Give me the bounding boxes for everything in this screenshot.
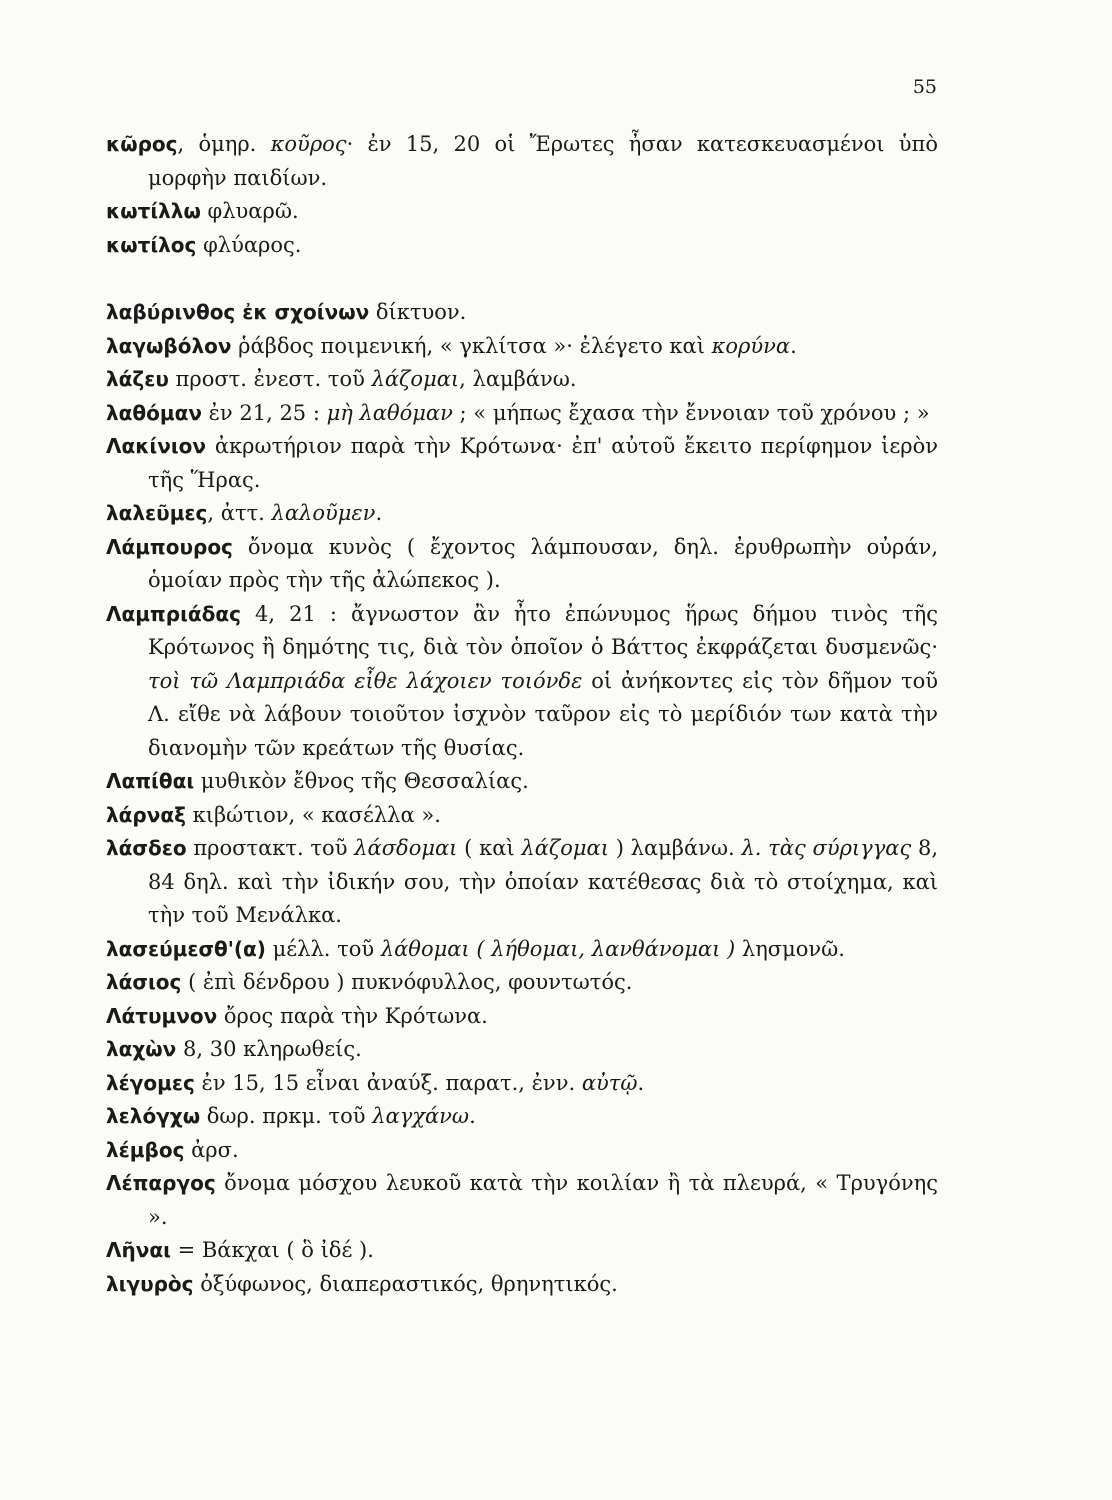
entry-text: ὄνομα μόσχου λευκοῦ κατὰ τὴν κοιλίαν ἢ τὰ πλευρά, « Τρυγόνης ». (148, 1171, 938, 1229)
entry-italic-text: κοῦρος (270, 132, 347, 156)
entry-headword: κωτίλλω (106, 199, 201, 223)
entry-headword: λέμβος (106, 1137, 185, 1162)
glossary-entry (106, 430, 938, 497)
entry-italic-text: λάζομαι (371, 367, 460, 391)
entry-headword: λαθόμαν (106, 400, 202, 425)
entry-text: φλύαρος. (203, 232, 302, 257)
entry-text: ἐν 15, 15 εἶναι ἀναύξ. παρατ., ἐνν. (201, 1070, 582, 1095)
glossary-entry (106, 832, 938, 933)
glossary-entry (106, 397, 938, 431)
entry-text: λησμονῶ. (735, 936, 845, 961)
entry-headword: λελόγχω (106, 1104, 201, 1128)
entry-text: ῥάβδος ποιμενική, « γκλίτσα »· ἐλέγετο καὶ (238, 333, 712, 358)
entry-headword: λάζευ (106, 367, 169, 391)
entry-headword: Λάμπουρος (106, 534, 233, 559)
entry-separator (169, 367, 176, 391)
glossary-entry (106, 1000, 938, 1034)
entry-separator: , (177, 132, 199, 156)
entry-text: , λαμβάνω. (459, 367, 577, 391)
entry-italic-text: λαγχάνω (372, 1104, 470, 1128)
entry-text: · ἐν 15, 20 οἱ Ἔρωτες ἦσαν κατεσκευασμένοι ὑπὸ μορφὴν παιδίων. (148, 132, 938, 190)
entry-headword: κῶρος (106, 132, 178, 156)
entry-separator (195, 1071, 202, 1095)
glossary-entry (106, 229, 938, 263)
glossary-entry (106, 363, 938, 397)
entry-separator (216, 1171, 224, 1195)
glossary-entry (106, 1268, 938, 1302)
entry-italic-text: μὴ λαθόμαν (326, 400, 453, 425)
entry-headword: Λέπαργος (106, 1171, 216, 1195)
entry-text: ὄρος παρὰ τὴν Κρότωνα. (223, 1003, 488, 1028)
entry-text: = Βάκχαι ( ὃ ἰδέ ). (177, 1238, 374, 1262)
entry-separator: , (207, 501, 221, 525)
glossary-entry (106, 296, 938, 330)
entry-headword: Λάτυμνον (106, 1003, 218, 1028)
entry-text: ( ἐπὶ δένδρου ) πυκνόφυλλος, φουντωτός. (188, 970, 633, 994)
entry-text: φλυαρῶ. (207, 199, 299, 223)
entry-text: προστ. ἐνεστ. τοῦ (175, 367, 372, 391)
entry-headword: λασεύμεσθ'(α) (106, 936, 266, 961)
entry-text: οἱ ἀνήκοντες εἰς τὸν δῆμον τοῦ Λ. εἴθε νὰ λάβουν τοιοῦτον ἰσχνὸν ταῦρον εἰς τὸ μερίδιόν των κατὰ τὴν διανομὴν τῶν κρεάτων τῆς θυσίας. (148, 668, 938, 760)
entry-headword: Λαπίθαι (106, 769, 195, 793)
entry-text: ) λαμβάνω. (608, 836, 742, 860)
entry-text: 8, 84 δηλ. καὶ τὴν ἰδικήν σου, τὴν ὁποίαν κατέθεσας διὰ τὸ στοίχημα, καὶ τὴν τοῦ Μενάλκα. (148, 836, 939, 927)
entry-headword: λάσιος (106, 970, 182, 994)
entry-separator (194, 769, 201, 793)
entry-separator (202, 401, 209, 425)
entry-headword: Λαμπριάδας (106, 601, 241, 626)
entry-text: 4, 21 : ἄγνωστον ἂν ἦτο ἐπώνυμος ἥρως δήμου τινὸς τῆς Κρότωνος ἢ δημότης τις, διὰ τὸν ὁποῖον ὁ Βάττος ἐκφράζεται δυσμενῶς· (148, 601, 938, 659)
entry-separator (176, 1037, 183, 1061)
entry-text: ἐν 21, 25 : (208, 400, 327, 425)
entry-italic-text: λαλοῦμεν (271, 501, 376, 525)
entry-text: κιβώτιον, « κασέλλα ». (192, 802, 441, 827)
entry-text: . (637, 1070, 645, 1095)
entry-text: ; « μήπως ἔχασα τὴν ἔννοιαν τοῦ χρόνου ; » (452, 400, 930, 425)
entry-text: προστακτ. τοῦ (193, 836, 355, 860)
glossary-entry (106, 765, 938, 799)
entry-italic-text: αὐτῷ (581, 1070, 638, 1095)
entry-separator (233, 535, 248, 559)
entry-separator (266, 937, 273, 961)
glossary-entry (106, 1100, 938, 1134)
glossary-entry (106, 799, 938, 833)
entry-text: . (469, 1104, 476, 1128)
entry-headword: λαγωβόλον (106, 333, 232, 358)
glossary-entry (106, 1234, 938, 1268)
entry-italic-text: τοὶ τῶ Λαμπριάδα εἶθε λάχοιεν τοιόνδε (148, 668, 583, 693)
entry-italic-text: λάθομαι ( λήθομαι, λανθάνομαι ) (380, 936, 736, 961)
entry-italic-text: λάζομαι (521, 836, 609, 860)
entry-headword: λιγυρὸς (106, 1271, 194, 1296)
entry-text: ὀξύφωνος, διαπεραστικός, θρηνητικός. (200, 1271, 618, 1296)
entry-text: 8, 30 κληρωθείς. (183, 1037, 362, 1061)
glossary-entry (106, 598, 938, 766)
glossary-entry (106, 330, 938, 364)
entry-headword: λέγομες (106, 1070, 195, 1095)
entry-text: ( καὶ (457, 836, 522, 860)
glossary-list (106, 128, 938, 1301)
entry-text: . (790, 333, 797, 358)
entry-text: ὁμηρ. (198, 132, 271, 156)
entry-text: . (375, 501, 383, 525)
entry-separator (200, 1104, 207, 1128)
entry-text: ἀρσ. (191, 1137, 239, 1162)
entry-text: ἀττ. (220, 501, 272, 525)
entry-headword: λαλεῦμες (106, 501, 208, 525)
entry-separator (171, 1238, 178, 1262)
glossary-entry (106, 1167, 938, 1234)
entry-headword: Λῆναι (106, 1238, 171, 1262)
entry-separator (369, 300, 376, 324)
entry-text: μυθικὸν ἔθνος τῆς Θεσσαλίας. (200, 769, 529, 793)
entry-headword: λαβύρινθος ἐκ σχοίνων (106, 300, 370, 324)
entry-italic-text: λ. τὰς σύριγγας (741, 836, 912, 860)
entry-headword: Λακίνιον (106, 434, 206, 458)
entry-text: μέλλ. τοῦ (272, 936, 381, 961)
entry-headword: κωτίλος (106, 232, 197, 257)
entry-separator (217, 1004, 224, 1028)
entry-headword: λάσδεο (106, 836, 187, 860)
glossary-entry (106, 933, 938, 967)
entry-text: ἀκρωτήριον παρὰ τὴν Κρότωνα· ἐπ' αὐτοῦ ἔκειτο περίφημον ἱερὸν τῆς Ἥρας. (148, 434, 938, 492)
entry-headword: λαχὼν (106, 1037, 177, 1061)
entry-separator (201, 199, 208, 223)
entry-separator (241, 602, 255, 626)
entry-separator (186, 803, 193, 827)
entry-italic-text: λάσδομαι (354, 836, 458, 860)
entry-text: δωρ. πρκμ. τοῦ (206, 1104, 373, 1128)
page-number: 55 (912, 76, 937, 98)
entry-text: δίκτυον. (375, 300, 467, 324)
glossary-entry (106, 531, 938, 598)
glossary-entry (106, 128, 938, 195)
entry-headword: λάρναξ (106, 802, 186, 827)
entry-italic-text: κορύνα (711, 333, 791, 358)
entry-separator (206, 434, 215, 458)
glossary-entry (106, 966, 938, 1000)
entry-text: ὄνομα κυνὸς ( ἔχοντος λάμπουσαν, δηλ. ἐρυθρωπὴν οὐράν, ὁμοίαν πρὸς τὴν τῆς ἀλώπεκος ). (148, 534, 938, 592)
glossary-entry (106, 497, 938, 531)
glossary-entry (106, 1067, 938, 1101)
glossary-entry (106, 1033, 938, 1067)
glossary-entry (106, 195, 938, 229)
glossary-entry (106, 1134, 938, 1168)
